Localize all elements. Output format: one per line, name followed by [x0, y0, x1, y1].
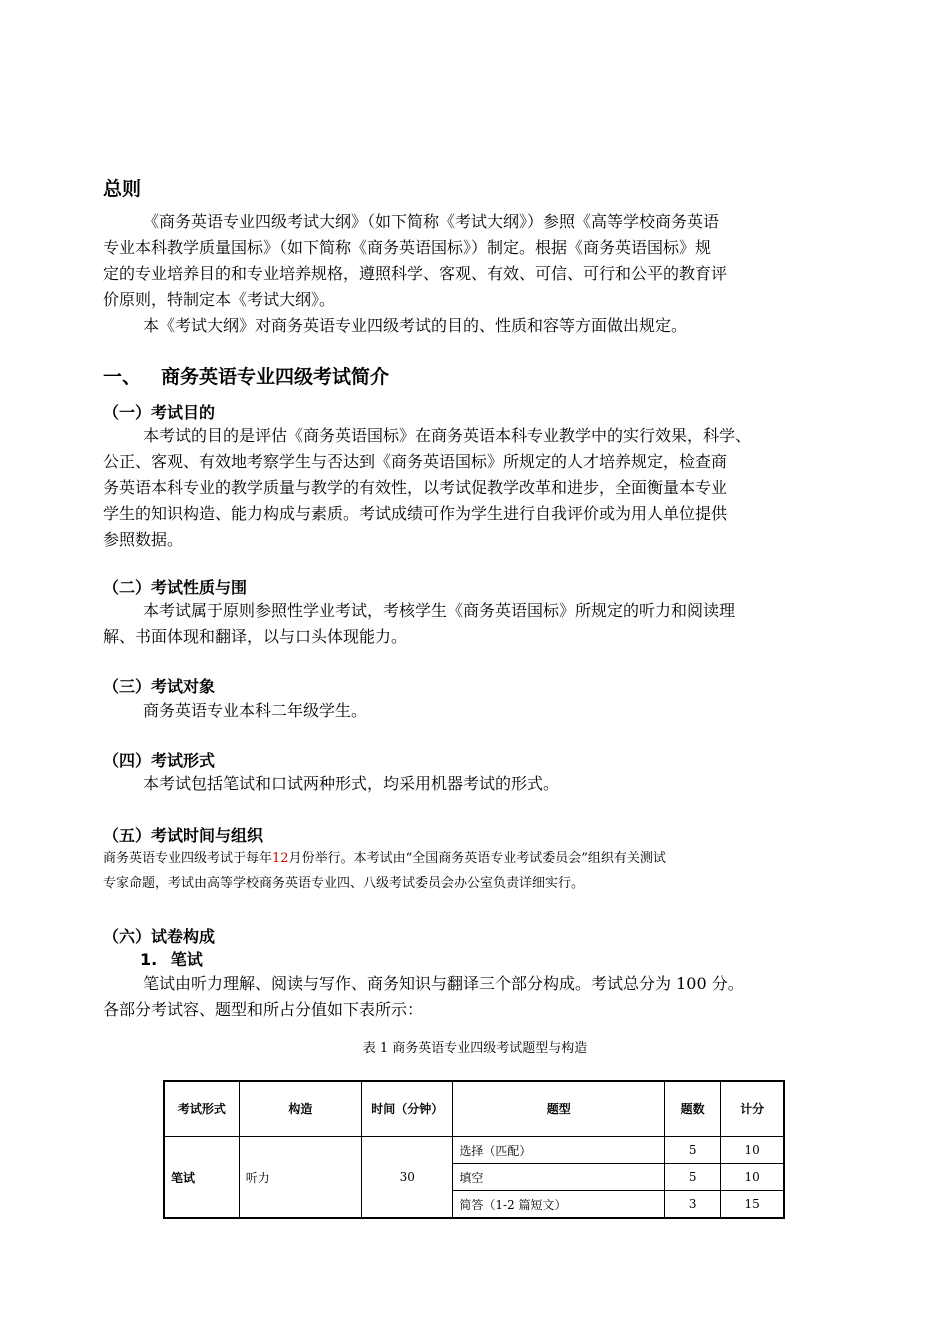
purpose-line: 务英语本科专业的教学质量与教学的有效性，以考试促教学改革和进步，全面衡量本专业 — [103, 478, 728, 497]
table-header-cell: 计分 — [721, 1081, 784, 1137]
table-header-cell: 时间（分钟） — [362, 1081, 453, 1137]
time-month: 12 — [272, 851, 289, 866]
table-header-cell: 构造 — [239, 1081, 361, 1137]
table-cell-form: 笔试 — [164, 1137, 239, 1219]
purpose-line: 参照数据。 — [103, 530, 184, 549]
time-line-1 — [103, 847, 666, 870]
purpose-line: 学生的知识构造、能力构成与素质。考试成绩可作为学生进行自我评价或为用人单位提供 — [103, 504, 728, 523]
table-cell-count: 5 — [665, 1137, 721, 1164]
form-text: 本考试包括笔试和口试两种形式，均采用机器考试的形式。 — [143, 774, 560, 793]
table-cell-type: 简答（1-2 篇短文） — [453, 1191, 665, 1219]
form-heading: （四）考试形式 — [103, 751, 216, 770]
time-line-1-before: 商务英语专业四级考试于每年 — [103, 851, 273, 866]
nature-line: 解、书面体现和翻译，以与口头体现能力。 — [103, 627, 408, 646]
table-cell-count: 5 — [665, 1164, 721, 1191]
general-title: 总则 — [103, 178, 142, 200]
general-paragraph-line: 专业本科教学质量国标》（如下简称《商务英语国标》）制定。根据《商务英语国标》规 — [103, 238, 712, 257]
table-cell-section: 听力 — [239, 1137, 361, 1219]
written-test-item — [140, 947, 203, 970]
table-header-row — [164, 1081, 784, 1137]
composition-line: 笔试由听力理解、阅读与写作、商务知识与翻译三个部分构成。考试总分为 100 分。 — [143, 974, 744, 993]
target-heading: （三）考试对象 — [103, 677, 216, 696]
written-test-number: 1. — [140, 950, 158, 969]
table-header-cell: 考试形式 — [164, 1081, 239, 1137]
target-text: 商务英语专业本科二年级学生。 — [143, 701, 368, 720]
table-cell-score: 10 — [721, 1137, 784, 1164]
table-cell-time: 30 — [362, 1137, 453, 1219]
general-paragraph-line: 《商务英语专业四级考试大纲》（如下简称《考试大纲》）参照《高等学校商务英语 — [143, 212, 720, 231]
general-paragraph-2: 本《考试大纲》对商务英语专业四级考试的目的、性质和容等方面做出规定。 — [143, 316, 688, 335]
table-cell-score: 15 — [721, 1191, 784, 1219]
nature-heading: （二）考试性质与围 — [103, 578, 248, 597]
section1-number: 一、 — [103, 366, 142, 388]
composition-heading: （六）试卷构成 — [103, 927, 216, 946]
time-heading: （五）考试时间与组织 — [103, 826, 264, 845]
section1-title: 商务英语专业四级考试简介 — [161, 366, 390, 388]
purpose-line: 本考试的目的是评估《商务英语国标》在商务英语本科专业教学中的实行效果，科学、 — [143, 426, 752, 445]
exam-structure-table — [163, 1080, 785, 1219]
table-cell-score: 10 — [721, 1164, 784, 1191]
written-test-title: 笔试 — [170, 950, 203, 969]
table-header-cell: 题型 — [453, 1081, 665, 1137]
table-cell-type: 填空 — [453, 1164, 665, 1191]
composition-line: 各部分考试容、题型和所占分值如下表所示： — [103, 1000, 424, 1019]
table-cell-count: 3 — [665, 1191, 721, 1219]
time-line-1-after: 月份举行。本考试由“全国商务英语专业考试委员会”组织有关测试 — [288, 851, 666, 866]
purpose-line: 公正、客观、有效地考察学生与否达到《商务英语国标》所规定的人才培养规定，检查商 — [103, 452, 728, 471]
table-cell-type: 选择（匹配） — [453, 1137, 665, 1164]
purpose-heading: （一）考试目的 — [103, 403, 216, 422]
general-paragraph-line: 定的专业培养目的和专业培养规格，遵照科学、客观、有效、可信、可行和公平的教育评 — [103, 264, 728, 283]
time-line-2: 专家命题，考试由高等学校商务英语专业四、八级考试委员会办公室负责详细实行。 — [103, 876, 585, 891]
general-paragraph-line: 价原则，特制定本《考试大纲》。 — [103, 290, 336, 309]
nature-line: 本考试属于原则参照性学业考试，考核学生《商务英语国标》所规定的听力和阅读理 — [143, 601, 736, 620]
table-header-cell: 题数 — [665, 1081, 721, 1137]
table-caption: 表 1 商务英语专业四级考试题型与构造 — [362, 1041, 588, 1056]
table-row — [164, 1137, 784, 1164]
